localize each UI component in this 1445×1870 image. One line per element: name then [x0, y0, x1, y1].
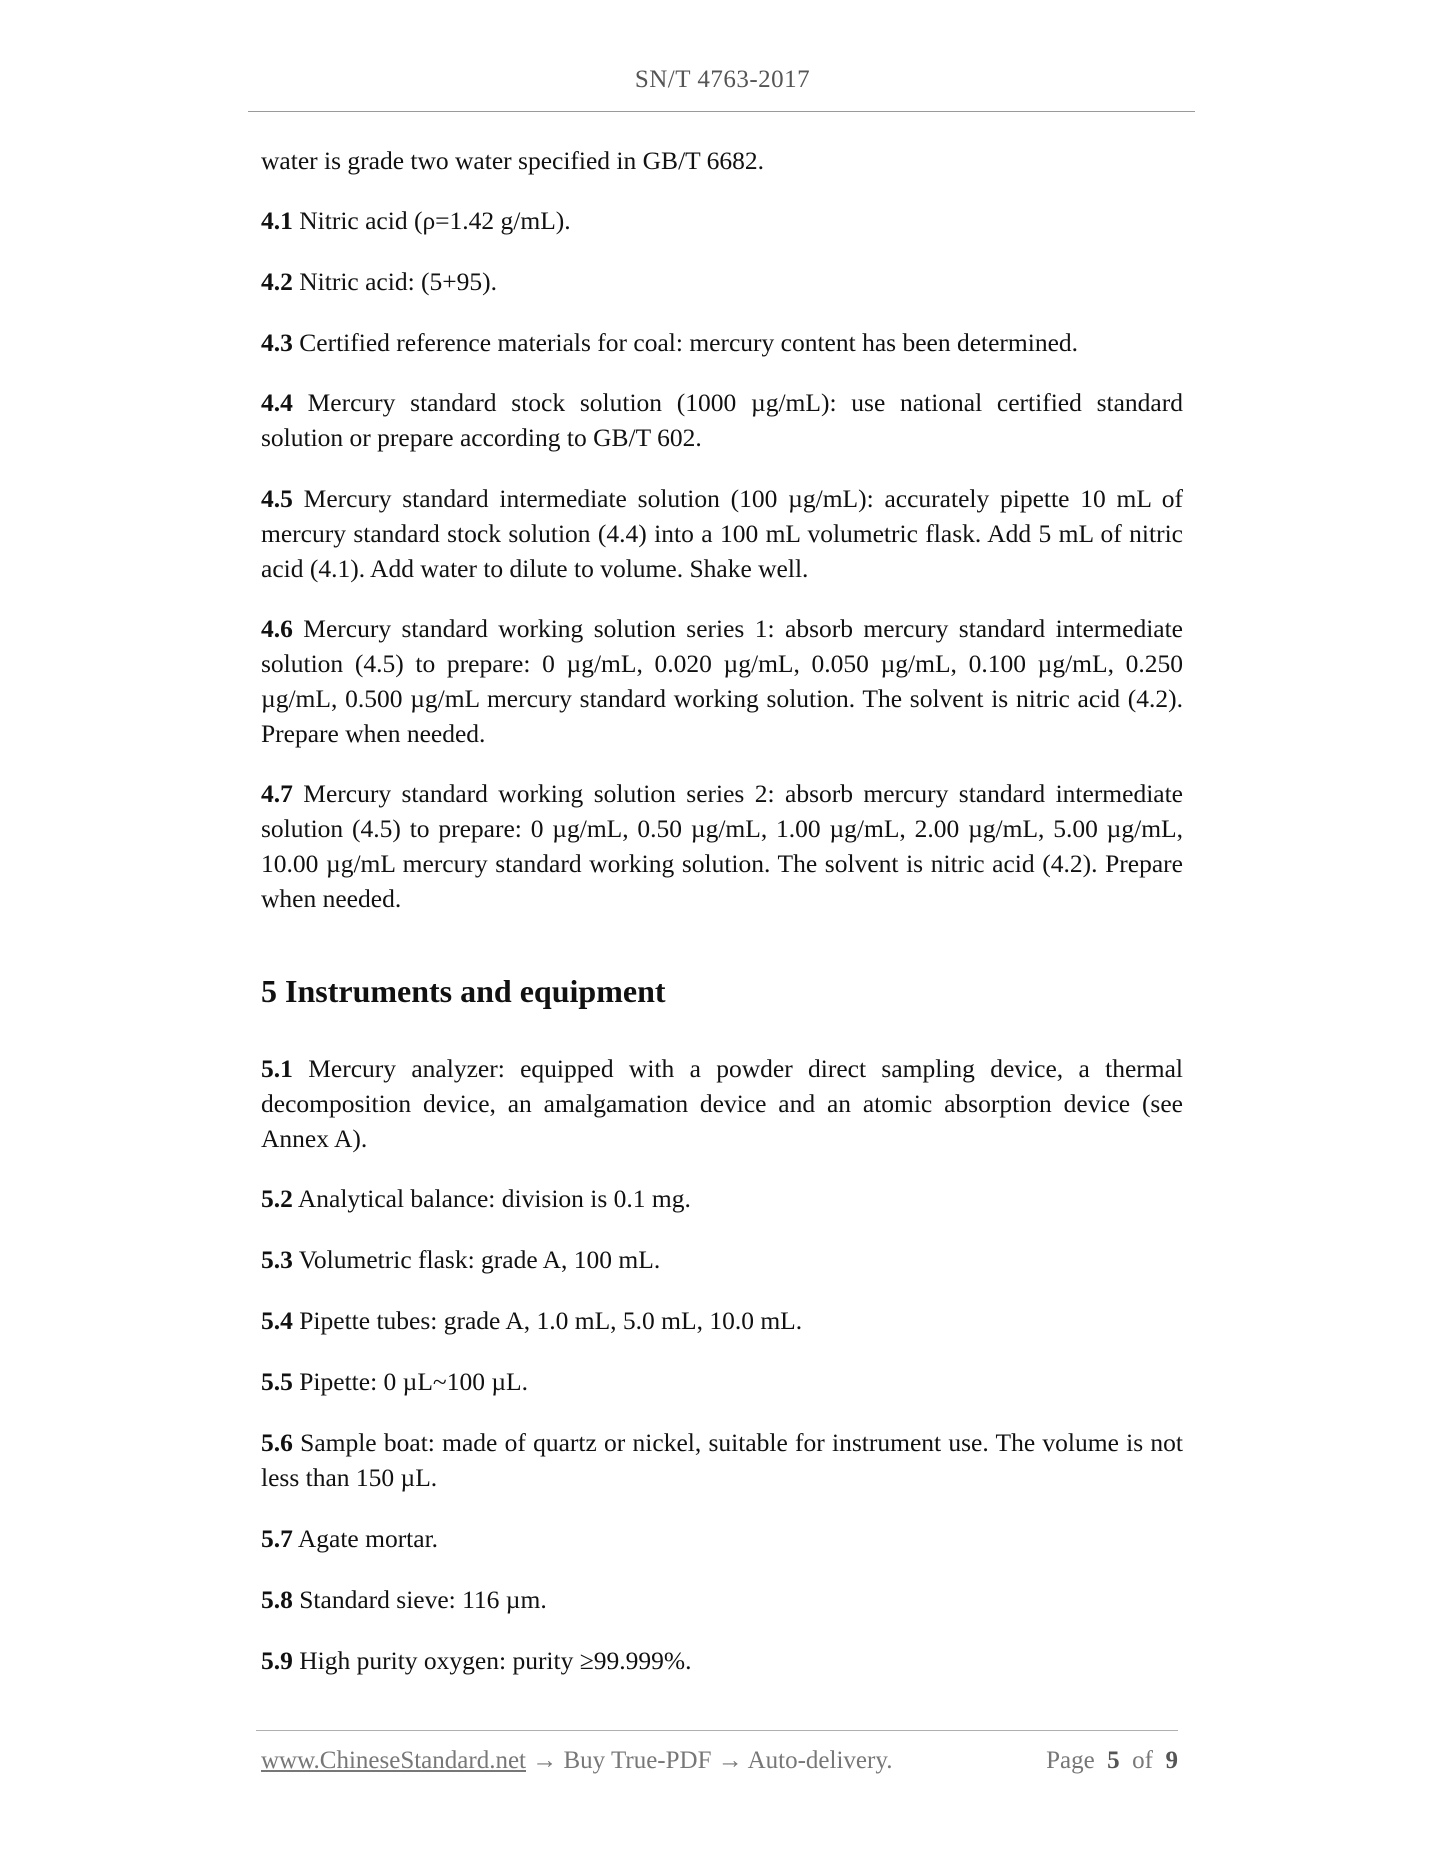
- clause-number: 5.3: [261, 1245, 293, 1274]
- clause-text: Mercury standard stock solution (1000 µg/mL): use national certified standard solution or prepare according to GB/T 602.: [261, 388, 1183, 452]
- clause-text: High purity oxygen: purity ≥99.999%.: [299, 1646, 692, 1675]
- clause-4-6: [261, 611, 1183, 751]
- clause-number: 5.1: [261, 1054, 293, 1083]
- clause-text: Mercury standard working solution series 2: absorb mercury standard intermediate solution (4.5) to prepare: 0 µg/mL, 0.50 µg/mL, 1.00 µg/mL, 2.00 µg/mL, 5.00 µg/mL, 10.00 µg/mL mercury standard working solution. The solvent is nitric acid (4.2). Prepare when needed.: [261, 779, 1184, 913]
- clause-4-5: [261, 481, 1183, 586]
- clause-number: 5.6: [261, 1428, 293, 1457]
- page-label: Page: [1046, 1747, 1095, 1774]
- clause-number: 5.8: [261, 1585, 293, 1614]
- page-footer: [261, 1747, 1178, 1775]
- clause-number: 5.7: [261, 1524, 293, 1553]
- intro-paragraph: [261, 143, 1183, 178]
- clause-number: 4.4: [261, 388, 293, 417]
- clause-number: 5.5: [261, 1367, 293, 1396]
- clause-4-4: [261, 385, 1183, 455]
- page-of-label: of: [1132, 1747, 1153, 1774]
- clause-5-3: [261, 1242, 1183, 1277]
- clause-number: 4.6: [261, 614, 293, 643]
- page-header-title: SN/T 4763-2017: [634, 66, 811, 93]
- clause-number: 4.7: [261, 779, 293, 808]
- page-total: 9: [1165, 1747, 1178, 1774]
- clause-text: Standard sieve: 116 µm.: [299, 1585, 547, 1614]
- clause-4-7: [261, 776, 1183, 916]
- clause-number: 4.2: [261, 267, 293, 296]
- clause-5-4: [261, 1303, 1183, 1338]
- page-current: 5: [1107, 1747, 1120, 1774]
- footer-promo: [261, 1747, 892, 1774]
- clause-4-3: [261, 325, 1183, 360]
- clause-5-6: [261, 1425, 1183, 1495]
- footer-divider: [256, 1730, 1178, 1731]
- clause-number: 4.3: [261, 328, 293, 357]
- website-link[interactable]: www.ChineseStandard.net: [261, 1747, 526, 1774]
- clause-text: Pipette: 0 µL~100 µL.: [299, 1367, 528, 1396]
- clause-5-8: [261, 1582, 1183, 1617]
- clause-text: Pipette tubes: grade A, 1.0 mL, 5.0 mL, 10.0 mL.: [299, 1306, 803, 1335]
- clause-text: Mercury standard intermediate solution (100 µg/mL): accurately pipette 10 mL of mercury standard stock solution (4.4) into a 100 mL volumetric flask. Add 5 mL of nitric acid (4.1). Add water to dilute to volume. Shake well.: [261, 484, 1183, 583]
- clause-number: 5.2: [261, 1184, 293, 1213]
- clause-text: Volumetric flask: grade A, 100 mL.: [298, 1245, 661, 1274]
- section-heading: 5 Instruments and equipment: [261, 973, 666, 1009]
- page-number: [1046, 1747, 1178, 1775]
- clause-text: Agate mortar.: [297, 1524, 439, 1553]
- clause-number: 5.4: [261, 1306, 293, 1335]
- footer-promo-text: → Buy True-PDF → Auto-delivery.: [526, 1747, 893, 1774]
- clause-5-5: [261, 1364, 1183, 1399]
- clause-4-1: [261, 203, 1183, 238]
- clause-number: 5.9: [261, 1646, 293, 1675]
- clause-text: Analytical balance: division is 0.1 mg.: [297, 1184, 691, 1213]
- clause-number: 4.1: [261, 206, 293, 235]
- clause-text: Nitric acid (ρ=1.42 g/mL).: [299, 206, 571, 235]
- clause-text: Mercury analyzer: equipped with a powder direct sampling device, a thermal decomposition device, an amalgamation device and an atomic absorption device (see Annex A).: [261, 1054, 1184, 1153]
- intro-text: water is grade two water specified in GB/T 6682.: [261, 146, 765, 175]
- clause-5-7: [261, 1521, 1183, 1556]
- clause-text: Nitric acid: (5+95).: [299, 267, 498, 296]
- clause-number: 4.5: [261, 484, 293, 513]
- clause-5-9: [261, 1643, 1183, 1678]
- clause-text: Mercury standard working solution series 1: absorb mercury standard intermediate solution (4.5) to prepare: 0 µg/mL, 0.020 µg/mL, 0.050 µg/mL, 0.100 µg/mL, 0.250 µg/mL, 0.500 µg/mL mercury standard working solution. The solvent is nitric acid (4.2). Prepare when needed.: [261, 614, 1184, 748]
- clause-4-2: [261, 264, 1183, 299]
- clause-5-1: [261, 1051, 1183, 1156]
- header-divider: [248, 111, 1195, 112]
- clause-5-2: [261, 1181, 1183, 1216]
- clause-text: Certified reference materials for coal: mercury content has been determined.: [299, 328, 1079, 357]
- clause-text: Sample boat: made of quartz or nickel, suitable for instrument use. The volume is not less than 150 µL.: [261, 1428, 1184, 1492]
